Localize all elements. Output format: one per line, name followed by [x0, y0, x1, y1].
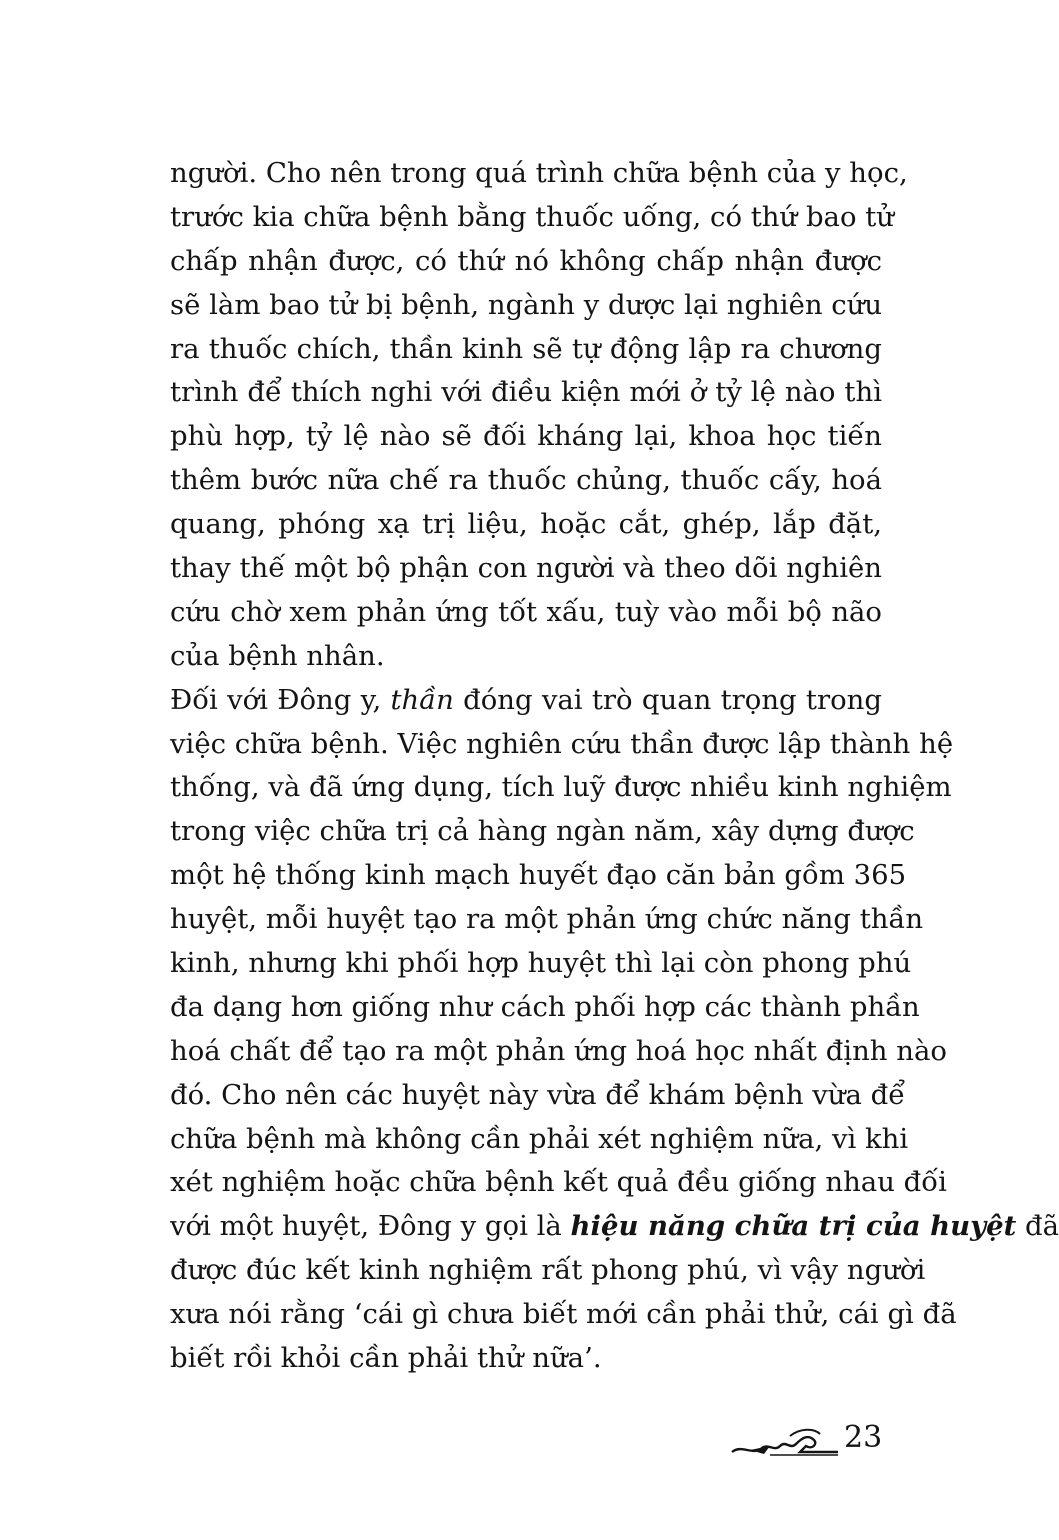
line-text: xưa nói rằng ‘cái gì chưa biết mới cần phải thử, cái gì đã — [170, 1298, 957, 1331]
text-line — [170, 591, 882, 635]
text-line — [170, 196, 895, 240]
line-text: sẽ làm bao tử bị bệnh, ngành y dược lại nghiên cứu — [170, 288, 883, 321]
page-number: 23 — [844, 1420, 883, 1455]
line-text: đa dạng hơn giống như cách phối hợp các thành phần — [170, 990, 920, 1023]
text-line — [170, 766, 952, 810]
text-line — [170, 942, 912, 986]
text-line — [170, 1074, 906, 1118]
text-line — [170, 1118, 909, 1162]
line-text: thêm bước nữa chế ra thuốc chủng, thuốc cấy, hoá — [170, 464, 882, 497]
line-text: đã — [1016, 1210, 1059, 1243]
text-line — [170, 284, 882, 328]
line-text: trước kia chữa bệnh bằng thuốc uống, có thứ bao tử — [170, 200, 895, 233]
text-line — [170, 240, 882, 284]
line-text: với một huyệt, Đông y gọi là — [170, 1210, 571, 1243]
text-line — [170, 459, 882, 503]
body-text — [170, 152, 1059, 1381]
line-text: trong việc chữa trị cả hàng ngàn năm, xây dựng được — [170, 815, 915, 848]
text-line — [170, 810, 915, 854]
line-text: thay thế một bộ phận con người và theo dõi nghiên — [170, 552, 882, 585]
line-text: đóng vai trò quan trọng trong — [453, 683, 882, 716]
line-text: kinh, nhưng khi phối hợp huyệt thì lại còn phong phú — [170, 947, 912, 980]
text-line — [170, 1161, 947, 1205]
line-text: chấp nhận được, có thứ nó không chấp nhận được — [170, 244, 882, 277]
text-line — [170, 723, 954, 767]
line-text: đó. Cho nên các huyệt này vừa để khám bệnh vừa để — [170, 1078, 906, 1111]
text-line — [170, 415, 882, 459]
text-line — [170, 503, 882, 547]
line-text: người. Cho nên trong quá trình chữa bệnh của y học, — [170, 157, 908, 189]
bold-italic-term: hiệu năng chữa trị của huyệt — [570, 1210, 1017, 1243]
text-line — [170, 371, 882, 415]
line-text: xét nghiệm hoặc chữa bệnh kết quả đều giống nhau đối — [170, 1166, 947, 1199]
line-text: trình để thích nghi với điều kiện mới ở tỷ lệ nào thì — [170, 376, 882, 409]
text-line — [170, 1205, 1059, 1249]
line-text: cứu chờ xem phản ứng tốt xấu, tuỳ vào mỗi bộ não — [170, 595, 882, 628]
line-text: của bệnh nhân. — [170, 639, 385, 672]
line-text: được đúc kết kinh nghiệm rất phong phú, vì vậy người — [170, 1254, 926, 1287]
line-text: phù hợp, tỷ lệ nào sẽ đối kháng lại, khoa học tiến — [170, 420, 882, 453]
line-text: biết rồi khỏi cần phải thử nữa’. — [170, 1342, 602, 1375]
line-text: huyệt, mỗi huyệt tạo ra một phản ứng chức năng thần — [170, 903, 924, 936]
line-text: việc chữa bệnh. Việc nghiên cứu thần được lập thành hệ — [170, 727, 954, 760]
text-line — [170, 986, 920, 1030]
line-text: quang, phóng xạ trị liệu, hoặc cắt, ghép, lắp đặt, — [170, 508, 882, 541]
text-line — [170, 679, 882, 723]
emphasis-term: thần — [390, 683, 454, 716]
text-line — [170, 152, 908, 196]
text-line — [170, 1030, 947, 1074]
line-text: hoá chất để tạo ra một phản ứng hoá học nhất định nào — [170, 1034, 947, 1067]
text-line — [170, 1293, 957, 1337]
page-footer — [730, 1418, 890, 1468]
text-line — [170, 854, 907, 898]
text-line — [170, 328, 882, 372]
line-text: ra thuốc chích, thần kinh sẽ tự động lập ra chương — [170, 332, 882, 365]
text-line — [170, 635, 882, 679]
flourish-icon — [730, 1422, 840, 1462]
text-line — [170, 898, 924, 942]
text-line — [170, 547, 882, 591]
line-text: một hệ thống kinh mạch huyết đạo căn bản gồm 365 — [170, 859, 907, 892]
text-line — [170, 1249, 926, 1293]
line-text: chữa bệnh mà không cần phải xét nghiệm nữa, vì khi — [170, 1122, 909, 1155]
text-line — [170, 1337, 882, 1381]
line-text: thống, và đã ứng dụng, tích luỹ được nhiều kinh nghiệm — [170, 771, 952, 804]
line-text: Đối với Đông y, — [170, 683, 391, 716]
